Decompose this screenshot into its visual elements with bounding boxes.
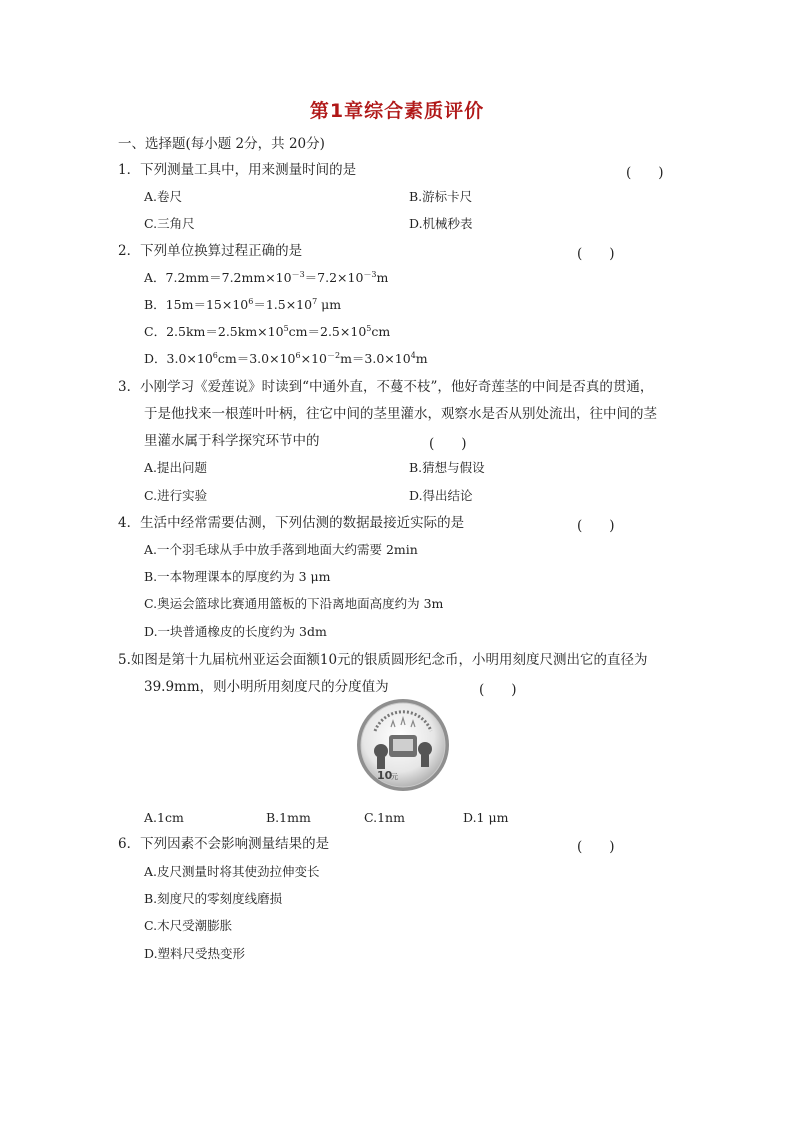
question-6-option-b: B.刻度尺的零刻度线磨损 xyxy=(144,891,283,906)
question-3-stem-line-2: 于是他找来一根莲叶叶柄，往它中间的茎里灌水，观察水是否从别处流出，往中间的茎 xyxy=(144,406,657,422)
question-1-option-a: A.卷尺 xyxy=(144,189,183,204)
question-1-stem: 1．下列测量工具中，用来测量时间的是 xyxy=(118,162,357,178)
coin-denomination: 10 xyxy=(377,769,393,782)
question-2-answer-blank: ( ) xyxy=(577,246,615,262)
question-3-option-c: C.进行实验 xyxy=(144,488,208,503)
question-5-answer-blank: ( ) xyxy=(479,682,517,698)
question-5-stem-line-2: 39.9mm，则小明所用刻度尺的分度值为 xyxy=(144,679,389,695)
question-3-option-b: B.猜想与假设 xyxy=(409,460,485,475)
question-3-stem-line-3: 里灌水属于科学探究环节中的 xyxy=(144,433,320,449)
question-4-option-c: C.奥运会篮球比赛通用篮板的下沿离地面高度约为 3m xyxy=(144,596,444,611)
question-4-option-a: A.一个羽毛球从手中放手落到地面大约需要 2min xyxy=(144,542,418,557)
question-6-stem: 6．下列因素不会影响测量结果的是 xyxy=(118,836,330,852)
question-1-option-c: C.三角尺 xyxy=(144,216,195,231)
question-2-option-c: C．$2.5km=2.5km\times 10^5cm=2.5\times 10^5cm$ xyxy=(144,324,391,339)
coin-mascot-right xyxy=(418,742,432,756)
question-6-option-d: D.塑料尺受热变形 xyxy=(144,946,246,961)
question-3-option-a: A.提出问题 xyxy=(144,460,208,475)
question-1-option-b: B.游标卡尺 xyxy=(409,189,473,204)
question-6-answer-blank: ( ) xyxy=(577,839,615,855)
question-3-option-d: D.得出结论 xyxy=(409,488,473,503)
question-2-option-d: D．$3.0\times 10^6cm=3.0\times 10^6\times 10^{-2}m=3.0\times 10^4m$ xyxy=(144,351,428,366)
question-3-stem-line-1: 3．小刚学习《爱莲说》时读到“中通外直，不蔓不枝”，他好奇莲茎的中间是否真的贯通， xyxy=(118,379,654,395)
question-6-option-a: A.皮尺测量时将其使劲拉伸变长 xyxy=(144,864,320,879)
question-1-answer-blank: ( ) xyxy=(626,165,664,181)
question-4-answer-blank: ( ) xyxy=(577,518,615,534)
section-heading: 一、选择题(每小题 2分，共 20分) xyxy=(118,136,325,152)
coin-mascot-left xyxy=(374,744,388,758)
question-1-option-d: D.机械秒表 xyxy=(409,216,473,231)
question-4-option-d: D.一块普通橡皮的长度约为 3dm xyxy=(144,624,327,639)
question-2-stem: 2．下列单位换算过程正确的是 xyxy=(118,243,303,259)
question-3-answer-blank: ( ) xyxy=(429,436,467,452)
question-5-stem-line-1: 5.如图是第十九届杭州亚运会面额10元的银质圆形纪念币，小明用刻度尺测出它的直径为 xyxy=(118,652,648,668)
page-title: 第1章综合素质评价 xyxy=(309,100,485,122)
commemorative-coin-image xyxy=(355,697,451,793)
question-4-stem: 4．生活中经常需要估测，下列估测的数据最接近实际的是 xyxy=(118,515,465,531)
question-6-option-c: C.木尺受潮膨胀 xyxy=(144,918,233,933)
question-2-option-a: A．$7.2mm=7.2mm\times 10^{-3}=7.2\times 10^{-3}m$ xyxy=(144,270,389,285)
question-4-option-b: B.一本物理课本的厚度约为 3 μm xyxy=(144,569,331,584)
question-5-option-b: B.1mm xyxy=(266,810,311,825)
question-5-option-c: C.1nm xyxy=(364,810,405,825)
coin-denomination-unit: 元 xyxy=(391,773,398,781)
question-2-option-b: B．$15m=15\times 10^6=1.5\times 10^7$ μm xyxy=(144,297,342,312)
question-5-option-d: D.1 μm xyxy=(463,810,509,825)
coin-building-detail xyxy=(393,739,413,751)
question-5-option-a: A.1cm xyxy=(144,810,184,825)
coin-illustration xyxy=(355,697,451,793)
